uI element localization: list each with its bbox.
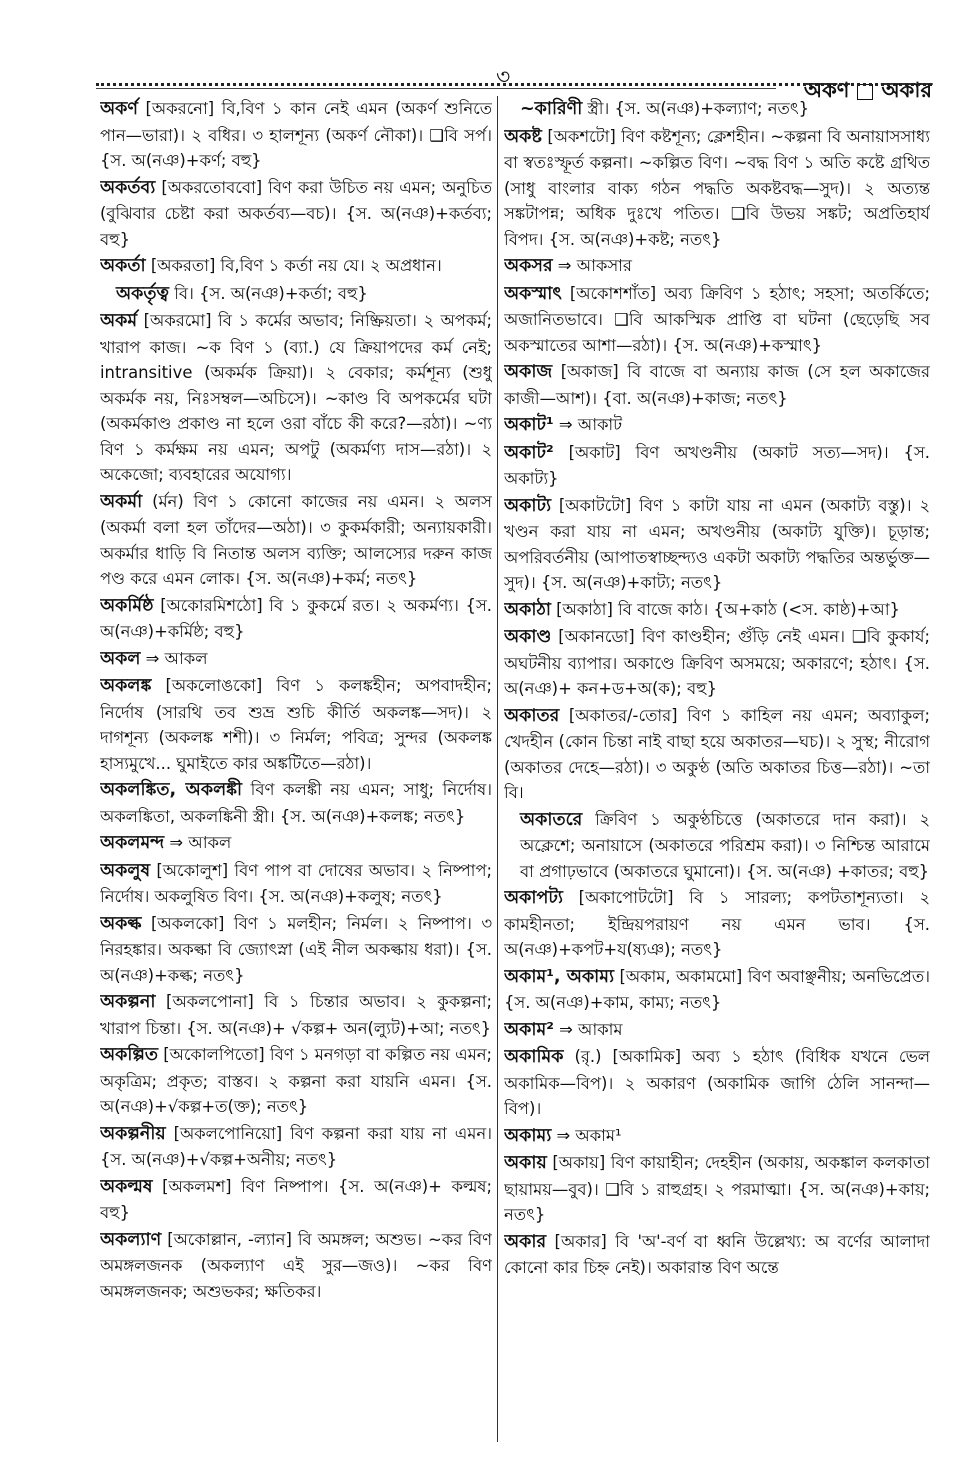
entry-definition: [অকাটটো] বিণ ১ কাটা যায় না এমন (অকাট্য বস্তু)। ২ খণ্ডন করা যায় না এমন; অখণ্ডনীয় (অকাট্য যুক্তি)। চূড়ান্ত; অপরিবর্তনীয় (আপাতস্বাচ্ছন্দ্যও একটা অকাট্য পদ্ধতির অন্তর্ভুক্ত—সুদ)। {স. অ(নঞ)+কাট্য; নতৎ} (504, 495, 930, 592)
entry-headword: অকল (100, 648, 141, 669)
entry-headword: অকাম² (504, 1019, 554, 1040)
entry-definition: [অকলমশ] বিণ নিষ্পাপ। {স. অ(নঞ)+ কল্মষ; বহু} (100, 1176, 492, 1222)
entry-headword: অকাম¹, অকাম্য (504, 966, 615, 987)
entry-definition: [অকরমো] বি ১ কর্মের অভাব; নিষ্ক্রিয়তা। ২ অপকর্ম; খারাপ কাজ। ~ক বিণ ১ (ব্যা.) যে ক্রিয়াপদের কর্ম নেই; intransitive (অকর্মক ক্রিয়া)। ২ বেকার; কর্মশূন্য (শুধু অকর্মক নয়, নিঃসম্বল—অচিসে)। ~কাণ্ড বি অপকর্মের ঘটা (অকর্মকাণ্ড প্রকাণ্ড না হলে ওরা বাঁচে কী করে?—রঠা)। ~ণ্য বিণ ১ কর্মক্ষম নয় এমন; অপটু (অকর্মণ্য দাস—রঠা)। ২ অকেজো; ব্যবহারের অযোগ্য। (100, 311, 492, 484)
dictionary-entry (100, 1121, 492, 1173)
dictionary-entry (504, 964, 930, 1016)
entry-headword: অকসর (504, 256, 553, 276)
entry-headword: অকলঙ্ক (100, 676, 152, 696)
dictionary-entry (504, 1017, 930, 1044)
entry-definition: [অকোরমিশঠো] বি ১ কুকর্মে রত। ২ অকর্মণ্য। {স. অ(নঞ)+কর্মিষ্ঠ; বহু} (100, 595, 492, 641)
entry-definition: [অকাজ] বি বাজে বা অন্যায় কাজ (সে হল অকাজের কাজী—আশ)। {বা. অ(নঞ)+কাজ; নতৎ} (504, 362, 930, 408)
dictionary-entry (504, 703, 930, 806)
entry-definition: ⇒ আকল (164, 833, 232, 852)
entry-headword: অকাম্য (504, 1125, 552, 1146)
dictionary-entry (100, 646, 492, 673)
entry-definition: [অকাঠা] বি বাজে কাঠ। {অ+কাঠ (<স. কাষ্ঠ)+আ} (550, 599, 900, 619)
entry-headword: অকায় (504, 1153, 547, 1173)
entry-definition: [অকলপোনিয়ো] বিণ কল্পনা করা যায় না এমন। {স. অ(নঞ)+√কল্প+অনীয়; নতৎ} (100, 1123, 492, 1169)
entry-headword: অকাজ (504, 362, 553, 382)
running-head-first-word: অকণ (803, 78, 850, 102)
entry-headword: অকর্তব্য (100, 177, 156, 198)
entry-headword: অকল্পনা (100, 992, 156, 1012)
dictionary-entry (100, 1174, 492, 1226)
dictionary-entry (504, 412, 930, 439)
dictionary-entry (504, 253, 930, 280)
column-divider (497, 96, 498, 1442)
entry-headword: অকার (504, 1231, 547, 1252)
entry-definition: [অকলপোনা] বি ১ চিন্তার অভাব। ২ কুকল্পনা; খারাপ চিন্তা। {স. অ(নঞ)+ √কল্প+ অন(ল্যুট)+আ; নতৎ} (100, 992, 492, 1038)
entry-definition: বি। {স. অ(নঞ)+কর্তা; বহু} (168, 283, 368, 303)
dictionary-entry (504, 1044, 930, 1122)
entry-headword: অকষ্ট (504, 126, 542, 147)
entry-headword: অকলমন্দ (100, 833, 165, 853)
entry-definition: [অকাপোটটো] বি ১ সারল্য; কপটতাশূন্যতা। ২ কামহীনতা; ইন্দ্রিয়পরায়ণ নয় এমন ভাব। {স. অ(নঞ)+কপট+য(ষ্যঞ); নতৎ} (504, 888, 930, 959)
dictionary-entry (100, 308, 492, 488)
entry-headword: অকাপট্য (504, 888, 563, 908)
entry-definition: (রৃ.) [অকামিক] অব্য ১ হঠাৎ (বিধিক যখনে ভেল অকামিক—বিপ)। ২ অকারণ (অকামিক জাগি ঠেলি সানন্দা—বিপ)। (504, 1047, 930, 1118)
entry-definition: [অকার] বি 'অ'-বর্ণ বা ধ্বনি উল্লেখ্য: অ বর্ণের আলাদা কোনো কার চিহ্ন নেই)। অকারান্ত বিণ অন্তে (504, 1231, 930, 1277)
entry-definition: [অকোলুশ] বিণ পাপ বা দোষের অভাব। ২ নিষ্পাপ; নির্দোষ। অকলুষিত বিণ। {স. অ(নঞ)+কলুষ; নতৎ} (100, 860, 492, 906)
entry-definition: [অকরতা] বি,বিণ ১ কর্তা নয় যে। ২ অপ্রধান। (145, 256, 442, 275)
entry-definition: [অকাতর/-তোর] বিণ ১ কাহিল নয় এমন; অব্যাকুল; খেদহীন (কোন চিন্তা নাই বাছা হয়ে অকাতর—ঘচ)। ২ সুস্থ; নীরোগ (অকাতর দেহে—রঠা)। ৩ অকুণ্ঠ (অতি অকাতর চিত্ত—রঠা)। ~তা বি। (504, 705, 930, 802)
entry-definition: [অকোশশাঁত] অব্য ক্রিবিণ ১ হঠাৎ; সহসা; অতর্কিতে; অজানিতভাবে। ❑বি আকস্মিক প্রাপ্তি বা ঘটনা (ছেড়েছি সব অকস্মাতের আশা—রঠা)। {স. অ(নঞ)+কস্মাৎ} (504, 283, 930, 355)
dictionary-entry (504, 281, 930, 359)
entry-definition: [অকরনো] বি,বিণ ১ কান নেই এমন (অকর্ণ শুনিতে পান—ভারা)। ২ বধির। ৩ হালশূন্য (অকর্ণ নৌকা)। ❑বি সর্প। {স. অ(নঞ)+কর্ণ; বহু} (100, 99, 492, 170)
entry-headword: অকস্মাৎ (504, 283, 562, 304)
dictionary-entry (100, 777, 492, 829)
dictionary-entry (100, 858, 492, 910)
entry-definition: [অকানডো] বিণ কাণ্ডহীন; গুঁড়ি নেই এমন। ❑বি কুকার্য; অঘটনীয় ব্যাপার। অকাণ্ডে ক্রিবিণ অসময়ে; অকারণে; হঠাৎ। {স. অ(নঞ)+ কন+ড+অ(ক); বহু} (504, 627, 930, 698)
dictionary-entry (100, 989, 492, 1041)
entry-headword: অকামিক (504, 1047, 564, 1067)
dictionary-entry (504, 597, 930, 624)
entry-definition: বিণ কলঙ্কী নয় এমন; সাধু; নির্দোষ। অকলঙ্কিতা, অকলঙ্কিনী স্ত্রী। {স. অ(নঞ)+কলঙ্ক; নতৎ} (100, 780, 492, 826)
entry-definition: (ৰ্মন) বিণ ১ কোনো কাজের নয় এমন। ২ অলস (অকর্মা বলা হল তাঁদের—অঠা)। ৩ কুকর্মকারী; অন্যায়কারী। অকর্মার ধাড়ি বি নিতান্ত অলস ব্যক্তি; আলস্যের দরুন কাজ পণ্ড করে এমন লোক। {স. অ(নঞ)+কর্ম; নতৎ} (100, 491, 492, 588)
entry-definition: স্ত্রী। {স. অ(নঞ)+কল্যাণ; নতৎ} (582, 99, 810, 118)
entry-headword: অকল্পিত (100, 1045, 159, 1065)
dictionary-entry (100, 1227, 492, 1305)
entry-definition: [অকরতোববো] বিণ করা উচিত নয় এমন; অনুচিত (বুঝিবার চেষ্টা করা অকর্তব্য—বচ)। {স. অ(নঞ)+কর্তব্য; বহু} (100, 177, 492, 249)
entry-headword: অকাট¹ (504, 415, 554, 435)
dictionary-entry (100, 673, 492, 776)
entry-definition: ⇒ অকাম¹ (551, 1125, 622, 1145)
entry-definition: [অকোল্লান, -ল্যান] বি অমঙ্গল; অশুভ। ~কর বিণ অমঙ্গলজনক (অকল্যাণ এই সুর—জও)। ~কর বিণ অমঙ্গলজনক; অশুভকর; ক্ষতিকর। (100, 1229, 492, 1301)
entry-definition: [অকাম, অকামমো] বিণ অবাঞ্ছনীয়; অনভিপ্রেত। {স. অ(নঞ)+কাম, কাম্য; নতৎ} (504, 966, 930, 1012)
entry-headword: অকর্তা (100, 256, 146, 276)
dictionary-entry (100, 175, 492, 253)
entry-headword: অকর্তৃত্ব (116, 283, 169, 304)
dictionary-entry (100, 281, 492, 308)
entry-definition: ⇒ আকাম (553, 1019, 623, 1039)
dictionary-entry (504, 1150, 930, 1228)
entry-headword: অকাট্য (504, 495, 552, 516)
running-head-last-word: অকার (881, 78, 932, 102)
entry-headword: অকল্ক (100, 913, 142, 934)
header-rule (96, 83, 932, 86)
dictionary-entry (504, 493, 930, 596)
dictionary-entry (100, 593, 492, 645)
entry-headword: অকাতরে (520, 809, 583, 830)
dictionary-entry (504, 440, 930, 492)
entry-definition: ⇒ আকাট (553, 415, 623, 434)
dictionary-entry (100, 830, 492, 857)
entry-headword: অকাট² (504, 442, 554, 463)
dictionary-entry (504, 1123, 930, 1150)
entry-headword: অকলঙ্কিত, অকলঙ্কী (100, 780, 243, 800)
entry-headword: অকর্ণ (100, 99, 138, 119)
entry-headword: অকাতর (504, 705, 560, 726)
page-number: ৩ (496, 65, 511, 90)
dictionary-entry (100, 253, 492, 280)
entry-definition: [অকলকো] বিণ ১ মলহীন; নির্মল। ২ নিষ্পাপ। ৩ নিরহঙ্কার। অকল্কা বি জ্যোৎস্না (এই নীল অকল্কায় ধরা)। {স. অ(নঞ)+কল্ক; নতৎ} (100, 913, 492, 985)
dictionary-entry (100, 911, 492, 989)
dictionary-entry (100, 489, 492, 592)
entry-headword: অকাণ্ড (504, 627, 552, 647)
left-column (100, 96, 492, 1442)
entry-definition: [অকশটো] বিণ কষ্টশূন্য; ক্লেশহীন। ~কল্পনা বি অনায়াসসাধ্য বা স্বতঃস্ফূর্ত কল্পনা। ~কল্পিত বিণ। ~বদ্ধ বিণ ১ অতি কষ্টে গ্রথিত (সাধু বাংলার বাক্য গঠন পদ্ধতি অকষ্টবদ্ধ—সুদ)। ২ অত্যন্ত সঙ্কটাপন্ন; অধিক দুঃখে পতিত। ❑বি উভয় সঙ্কট; অপ্রতিহার্য বিপদ। {স. অ(নঞ)+কষ্ট; নতৎ} (504, 126, 930, 249)
dictionary-entry (100, 1042, 492, 1120)
entry-definition: ক্রিবিণ ১ অকুণ্ঠচিত্তে (অকাতরে দান করা)। ২ অক্লেশে; অনায়াসে (অকাতরে পরিশ্রম করা)। ৩ নিশ্চিন্ত আরামে বা প্রগাঢ়ভাবে (অকাতরে ঘুমানো)। {স. অ(নঞ) +কাতর; বহু} (520, 809, 930, 881)
entry-definition: ⇒ আকল (140, 648, 208, 668)
dictionary-entry (504, 359, 930, 411)
dictionary-entry (504, 124, 930, 253)
right-column (504, 96, 930, 1442)
dictionary-entry (504, 1229, 930, 1281)
entry-headword: অকর্মিষ্ঠ (100, 595, 154, 616)
entry-headword: অকল্যাণ (100, 1229, 162, 1250)
entry-definition: [অকোলপিতো] বিণ ১ মনগড়া বা কল্পিত নয় এমন; অকৃত্রিম; প্রকৃত; বাস্তব। ২ কল্পনা করা যায়নি এমন। {স. অ(নঞ)+√কল্প+ত(ক্ত); নতৎ} (100, 1045, 492, 1116)
dictionary-entry (100, 96, 492, 174)
entry-headword: অকাঠা (504, 599, 551, 620)
entry-definition: [অকলোঙকো] বিণ ১ কলঙ্কহীন; অপবাদহীন; নির্দোষ (সারথি তব শুভ্র শুচি কীর্তি অকলঙ্ক—সদ)। ২ দাগশূন্য (অকলঙ্ক শশী)। ৩ নির্মল; পবিত্র; সুন্দর (অকলঙ্ক হাস্যমুখে... ঘুমাইতে কার অঙ্কটিতে—রঠা)। (100, 676, 492, 773)
dictionary-entry (504, 96, 930, 123)
entry-definition: [অকায়] বিণ কায়াহীন; দেহহীন (অকায়, অকঙ্কাল কলকাতা ছায়াময়—বুব)। ❑বি ১ রাহুগ্রহ। ২ পরমাত্মা। {স. অ(নঞ)+কায়; নতৎ} (504, 1153, 930, 1224)
entry-headword: অকল্পনীয় (100, 1123, 166, 1144)
dictionary-entry (504, 807, 930, 885)
dictionary-entry (504, 624, 930, 702)
header-rule-thin (96, 88, 776, 89)
entry-headword: অকর্ম (100, 311, 138, 331)
entry-headword: ~কারিণী (520, 99, 583, 119)
entry-headword: অকলুষ (100, 860, 151, 881)
entry-definition: [অকাট] বিণ অখণ্ডনীয় (অকাট সত্য—সদ)। {স. অকাট্য} (504, 442, 930, 488)
entry-headword: অকর্মা (100, 491, 143, 512)
entry-headword: অকল্মষ (100, 1176, 153, 1197)
dictionary-entry (504, 885, 930, 963)
entry-definition: ⇒ আকসার (552, 256, 632, 275)
